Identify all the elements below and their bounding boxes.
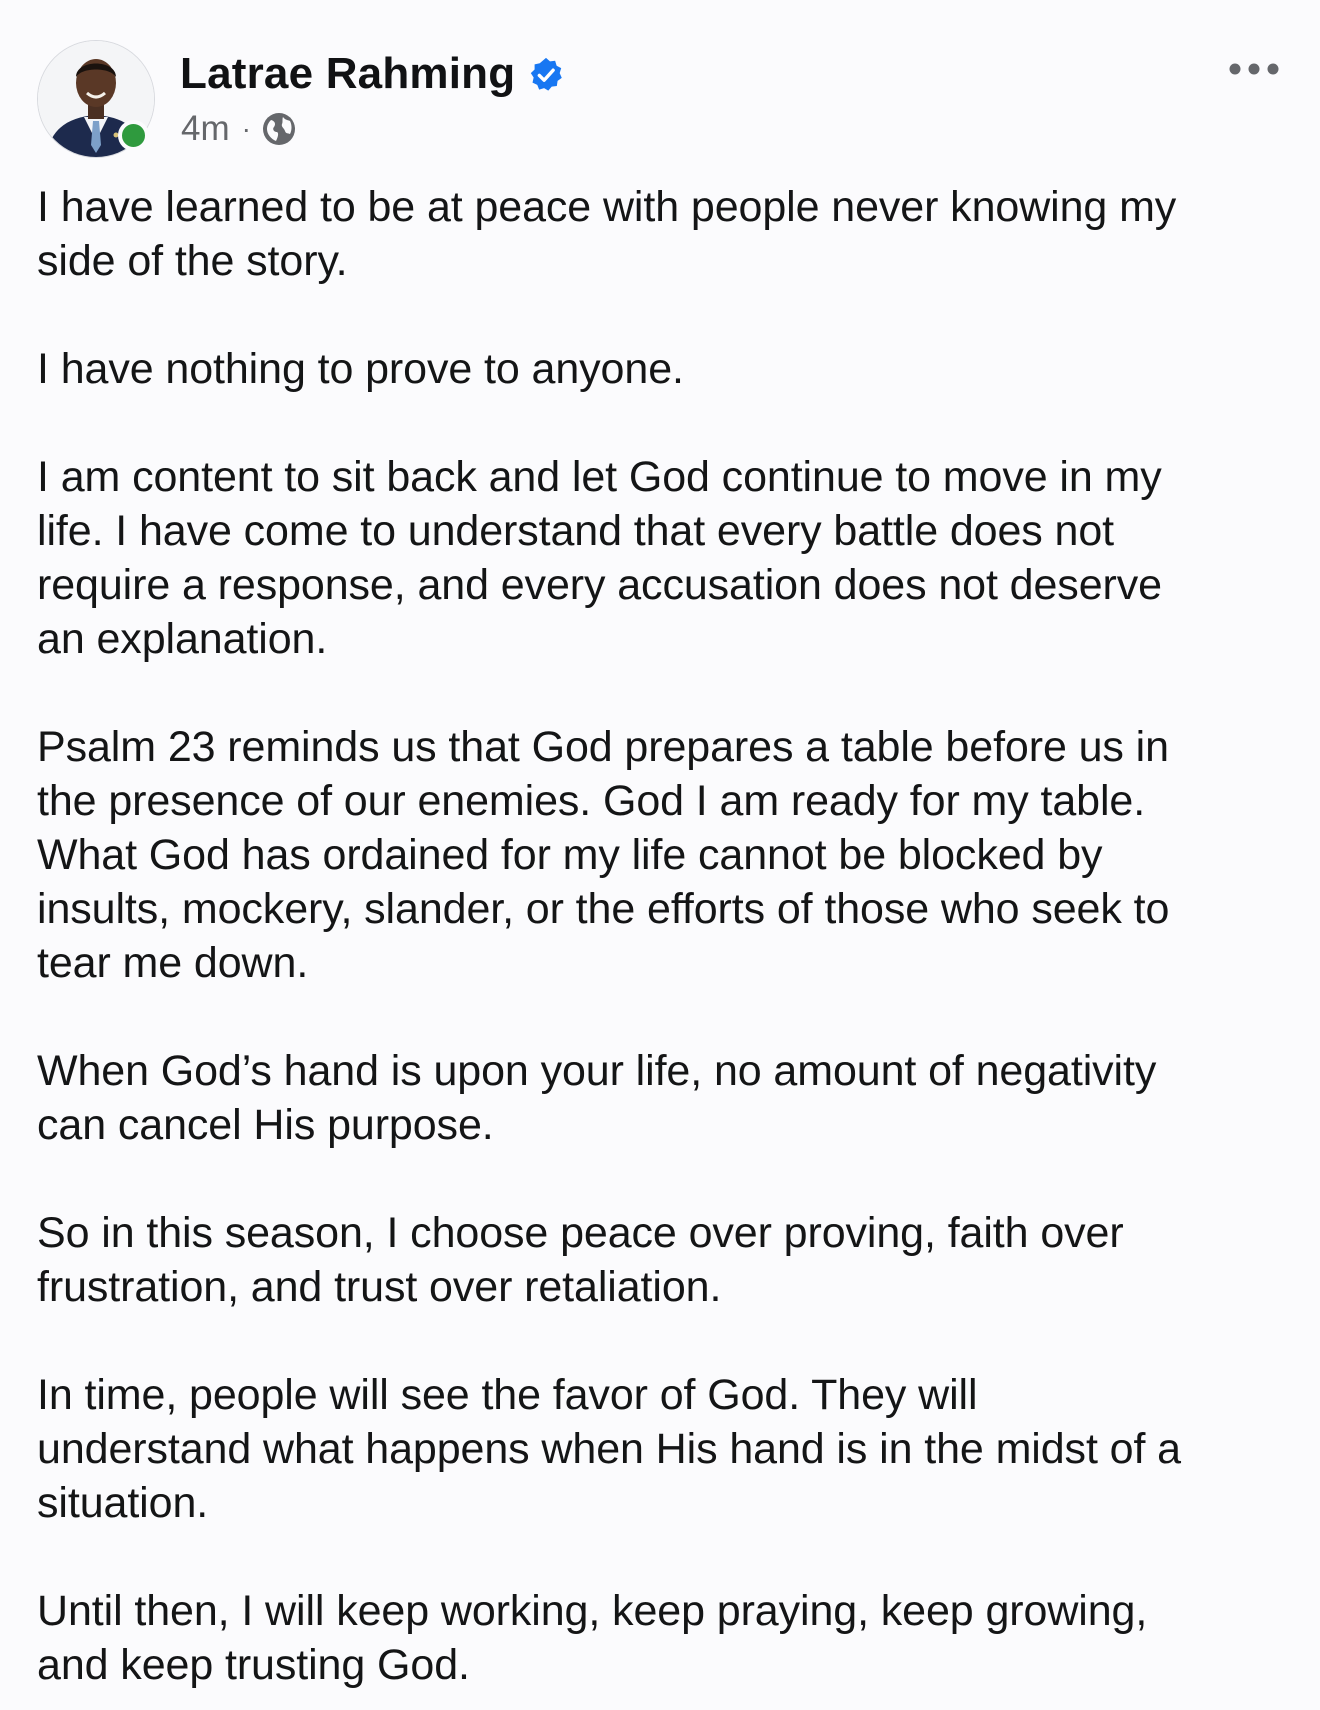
post-meta [181, 104, 297, 154]
post-paragraph: I am content to sit back and let God continue to move in my life. I have come to understand that every battle does not require a response, and every accusation does not deserve an explanation. [37, 453, 1162, 663]
online-status-indicator [118, 120, 149, 151]
more-options-icon[interactable] [1228, 56, 1280, 82]
post-paragraph: I have nothing to prove to anyone. [37, 345, 684, 393]
post-paragraph: When God’s hand is upon your life, no amount of negativity can cancel His purpose. [37, 1047, 1157, 1149]
globe-icon[interactable] [261, 111, 297, 147]
post-paragraph: Until then, I will keep working, keep praying, keep growing, and keep trusting God. [37, 1587, 1148, 1689]
post-paragraph: Psalm 23 reminds us that God prepares a table before us in the presence of our enemies. God I am ready for my table. What God has ordained for my life cannot be blocked by insults, mockery, slander, or the efforts of those who seek to tear me down. [37, 723, 1170, 987]
author-name[interactable]: Latrae Rahming [180, 49, 516, 98]
post-paragraph: So in this season, I choose peace over proving, faith over frustration, and trust over retaliation. [37, 1209, 1124, 1311]
post-timestamp[interactable]: 4m [181, 109, 230, 148]
meta-separator: · [241, 113, 251, 144]
verified-badge-icon [527, 56, 565, 94]
post-paragraph: In time, people will see the favor of God. They will understand what happens when His hand is in the midst of a situation. [37, 1371, 1181, 1527]
post-body-text [37, 180, 1302, 1692]
post-header [0, 0, 1320, 170]
post-paragraph: I have learned to be at peace with people never knowing my side of the story. [37, 183, 1177, 285]
